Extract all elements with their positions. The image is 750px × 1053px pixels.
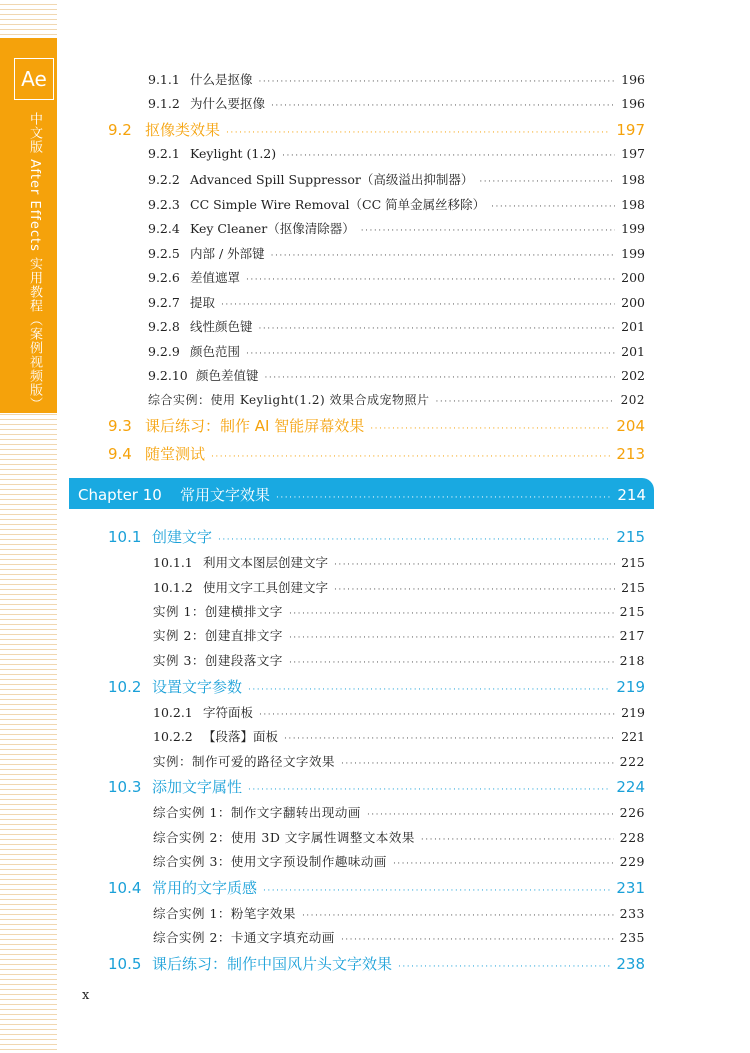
toc-section-page: 197 <box>616 121 645 139</box>
leader-dots <box>421 835 614 845</box>
toc-section-page: 224 <box>616 778 645 796</box>
toc-example[interactable] <box>153 651 645 669</box>
leader-dots <box>334 560 615 570</box>
toc-section-page: 213 <box>616 445 645 463</box>
leader-dots <box>259 77 616 87</box>
toc-entry-title: Advanced Spill Suppressor（高级溢出抑制器） <box>190 172 474 187</box>
leader-dots <box>246 275 615 285</box>
toc-entry[interactable]: 9.2.10 颜色差值键 ····· 202 <box>148 366 645 384</box>
toc-entry-page: 196 <box>621 72 645 87</box>
toc-entry-page: 198 <box>621 197 645 212</box>
page-number: x <box>82 988 90 1003</box>
leader-dots <box>271 101 615 111</box>
toc-section-page: 238 <box>616 955 645 973</box>
toc-example-title: 综合实例 2：使用 3D 文字属性调整文本效果 <box>153 830 415 845</box>
toc-section[interactable]: 9.3 课后练习：制作 AI 智能屏幕效果 ····· 204 <box>108 415 645 436</box>
toc-entry[interactable]: 9.2.1 Keylight (1.2) ····· 197 <box>148 146 645 161</box>
toc-example-title: 综合实例：使用 Keylight(1.2) 效果合成宠物照片 <box>148 393 430 407</box>
after-effects-logo: Ae <box>14 58 54 100</box>
toc-example[interactable] <box>153 803 645 821</box>
toc-entry-page: 198 <box>621 172 645 187</box>
leader-dots <box>211 452 610 462</box>
leader-dots <box>289 658 614 668</box>
toc-entry-page: 197 <box>621 146 645 161</box>
leader-dots <box>491 202 615 212</box>
toc-entry-page: 215 <box>621 580 645 595</box>
toc-example[interactable] <box>153 904 645 922</box>
toc-section-page: 231 <box>616 879 645 897</box>
toc-example-title: 综合实例 3：使用文字预设制作趣味动画 <box>153 854 387 869</box>
toc-entry[interactable]: 10.1.2 使用文字工具创建文字 ····· 215 <box>153 578 645 596</box>
toc-entry-page: 215 <box>621 555 645 570</box>
toc-section-title: 课后练习：制作 AI 智能屏幕效果 <box>145 417 365 435</box>
toc-entry-title: 颜色差值键 <box>196 368 259 383</box>
toc-entry[interactable]: 9.2.5 内部 / 外部键 ····· 199 <box>148 244 645 262</box>
leader-dots <box>248 685 610 695</box>
book-title-vertical: 中文版 After Effects 实用教程（案例视频版） <box>27 112 42 411</box>
toc-entry-title: 【段落】面板 <box>203 729 279 744</box>
chapter-heading[interactable] <box>78 484 646 505</box>
leader-dots <box>259 710 615 720</box>
leader-dots <box>334 585 615 595</box>
toc-section[interactable]: 10.3 添加文字属性 ····· 224 <box>108 776 645 797</box>
toc-entry-page: 200 <box>621 270 645 285</box>
toc-example-title: 实例 3：创建段落文字 <box>153 653 283 668</box>
toc-entry-title: Keylight (1.2) <box>190 146 277 161</box>
toc-entry[interactable]: 9.1.2 为什么要抠像 ····· 196 <box>148 94 645 112</box>
toc-section[interactable]: 10.5 课后练习：制作中国风片头文字效果 ····· 238 <box>108 953 645 974</box>
toc-entry-page: 201 <box>621 319 645 334</box>
toc-entry-page: 199 <box>621 221 645 236</box>
leader-dots <box>218 535 610 545</box>
toc-entry-title: 颜色范围 <box>190 344 241 359</box>
toc-example-title: 实例：制作可爱的路径文字效果 <box>153 754 336 769</box>
leader-dots <box>341 935 614 945</box>
toc-entry[interactable]: 9.1.1 什么是抠像 ····· 196 <box>148 70 645 88</box>
toc-example-title: 综合实例 1：粉笔字效果 <box>153 906 296 921</box>
leader-dots <box>284 734 615 744</box>
toc-example-title: 综合实例 2：卡通文字填充动画 <box>153 930 335 945</box>
toc-example-page: 217 <box>619 628 645 643</box>
toc-section[interactable]: 10.4 常用的文字质感 ····· 231 <box>108 877 645 898</box>
toc-example-page: 215 <box>619 604 645 619</box>
leader-dots <box>289 633 614 643</box>
toc-example[interactable] <box>153 602 645 620</box>
toc-example-page: 222 <box>619 754 645 769</box>
toc-example-page: 235 <box>619 930 645 945</box>
toc-entry-page: 201 <box>621 344 645 359</box>
toc-entry[interactable]: 9.2.9 颜色范围 ····· 201 <box>148 342 645 360</box>
toc-entry-title: 差值遮罩 <box>190 270 241 285</box>
toc-entry[interactable]: 9.2.2 Advanced Spill Suppressor（高级溢出抑制器） ····· 198 <box>148 170 645 188</box>
toc-entry-page: 221 <box>621 729 645 744</box>
leader-dots <box>226 128 610 138</box>
toc-section-page: 219 <box>616 678 645 696</box>
leader-dots <box>276 493 611 503</box>
toc-entry-title: 为什么要抠像 <box>190 96 266 111</box>
toc-section[interactable]: 9.4 随堂测试 ····· 213 <box>108 443 645 464</box>
leader-dots <box>367 810 614 820</box>
toc-entry-title: 什么是抠像 <box>190 72 253 87</box>
toc-entry[interactable]: 10.1.1 利用文本图层创建文字 ····· 215 <box>153 553 645 571</box>
leader-dots <box>271 251 615 261</box>
toc-entry-page: 202 <box>621 368 645 383</box>
toc-example[interactable] <box>153 752 645 770</box>
toc-entry[interactable]: 10.2.1 字符面板 ····· 219 <box>153 703 645 721</box>
leader-dots <box>398 962 610 972</box>
toc-entry-title: CC Simple Wire Removal（CC 简单金属丝移除） <box>190 197 486 212</box>
toc-entry-title: 提取 <box>190 295 216 310</box>
toc-example-page: 233 <box>619 906 645 921</box>
toc-example-title: 综合实例 1：制作文字翻转出现动画 <box>153 805 361 820</box>
toc-entry-page: 199 <box>621 246 645 261</box>
leader-dots <box>393 859 614 869</box>
toc-example[interactable] <box>153 852 645 870</box>
leader-dots <box>282 151 615 161</box>
leader-dots <box>289 609 614 619</box>
leader-dots <box>370 424 610 434</box>
toc-section-title: 创建文字 <box>152 528 213 546</box>
toc-entry[interactable]: 9.2.7 提取 ····· 200 <box>148 293 645 311</box>
toc-entry-page: 219 <box>621 705 645 720</box>
leader-dots <box>248 785 610 795</box>
toc-section-title: 课后练习：制作中国风片头文字效果 <box>152 955 393 973</box>
toc-entry-title: 字符面板 <box>203 705 254 720</box>
leader-dots <box>436 397 615 407</box>
toc-entry-title: Key Cleaner（抠像清除器） <box>190 221 355 236</box>
leader-dots <box>341 759 614 769</box>
leader-dots <box>302 911 614 921</box>
toc-entry-title: 利用文本图层创建文字 <box>203 555 329 570</box>
toc-example-title: 实例 2：创建直排文字 <box>153 628 283 643</box>
leader-dots <box>221 300 615 310</box>
toc-entry[interactable]: 9.2.3 CC Simple Wire Removal（CC 简单金属丝移除） ····· 198 <box>148 195 645 213</box>
toc-entry[interactable]: 10.2.2 【段落】面板 ····· 221 <box>153 727 645 745</box>
leader-dots <box>263 886 610 896</box>
leader-dots <box>265 373 616 383</box>
toc-example-page: 229 <box>619 854 645 869</box>
toc-example[interactable] <box>148 391 645 408</box>
toc-example-page: 226 <box>619 805 645 820</box>
toc-section-title: 随堂测试 <box>145 445 206 463</box>
leader-dots <box>259 324 616 334</box>
toc-example-page: 218 <box>619 653 645 668</box>
toc-section-title: 添加文字属性 <box>152 778 243 796</box>
toc-entry[interactable]: 9.2.8 线性颜色键 ····· 201 <box>148 317 645 335</box>
toc-entry[interactable]: 9.2.6 差值遮罩 ····· 200 <box>148 268 645 286</box>
toc-section[interactable]: 10.1 创建文字 ····· 215 <box>108 526 645 547</box>
chapter-label: Chapter 10 <box>78 486 162 504</box>
toc-entry-title: 使用文字工具创建文字 <box>203 580 329 595</box>
toc-example-page: 228 <box>619 830 645 845</box>
toc-entry-page: 196 <box>621 96 645 111</box>
toc-example[interactable] <box>153 626 645 644</box>
toc-section-page: 204 <box>616 417 645 435</box>
toc-section[interactable]: 10.2 设置文字参数 ····· 219 <box>108 676 645 697</box>
toc-example[interactable] <box>153 828 645 846</box>
leader-dots <box>361 226 615 236</box>
toc-section-title: 常用的文字质感 <box>152 879 258 897</box>
toc-section[interactable]: 9.2 抠像类效果 ····· 197 <box>108 119 645 140</box>
toc-entry[interactable]: 9.2.4 Key Cleaner（抠像清除器） ····· 199 <box>148 219 645 237</box>
chapter-page: 214 <box>617 486 646 504</box>
leader-dots <box>479 177 615 187</box>
toc-example[interactable] <box>153 928 645 946</box>
toc-section-title: 设置文字参数 <box>152 678 243 696</box>
toc-entry-title: 线性颜色键 <box>190 319 253 334</box>
chapter-title: 常用文字效果 <box>180 486 271 504</box>
toc-section-page: 215 <box>616 528 645 546</box>
toc-section-title: 抠像类效果 <box>145 121 221 139</box>
toc-entry-page: 200 <box>621 295 645 310</box>
toc-example-title: 实例 1：创建横排文字 <box>153 604 283 619</box>
leader-dots <box>246 349 615 359</box>
toc-entry-title: 内部 / 外部键 <box>190 246 265 261</box>
toc-example-page: 202 <box>620 393 645 407</box>
